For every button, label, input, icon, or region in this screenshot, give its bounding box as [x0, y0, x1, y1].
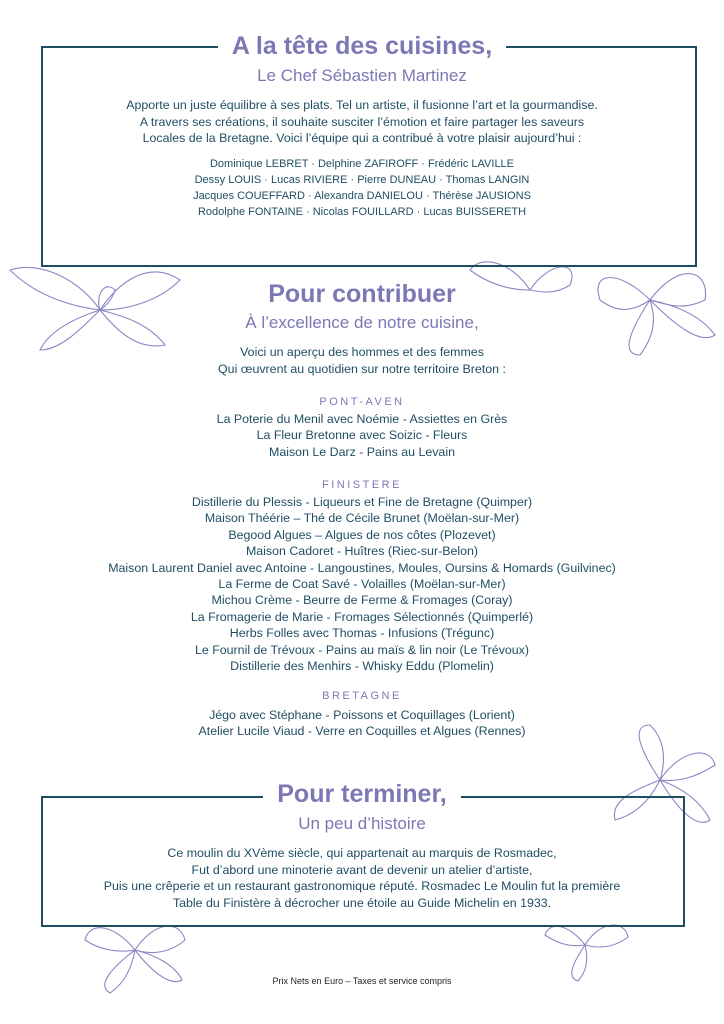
history-line: Fut d’abord une minoterie avant de devenir un atelier d’artiste, — [191, 862, 533, 877]
chef-intro — [0, 97, 724, 147]
pont-aven-list — [0, 411, 724, 460]
list-item: Atelier Lucile Viaud - Verre en Coquilles et Algues (Rennes) — [198, 724, 526, 739]
history-line: Table du Finistère à décrocher une étoile au Guide Michelin en 1933. — [172, 895, 552, 910]
list-item: Maison Cadoret - Huîtres (Riec-sur-Belon) — [245, 544, 479, 559]
intro-line: Voici un aperçu des hommes et des femmes — [240, 345, 484, 359]
section-heading-pont-aven: PONT-AVEN — [319, 396, 405, 408]
contribute-intro — [0, 344, 724, 377]
finistere-list — [0, 494, 724, 674]
history-text — [0, 845, 724, 911]
intro-line: Locales de la Bretagne. Voici l’équipe qui a contribué à votre plaisir aujourd’hui : — [142, 131, 582, 145]
chef-subtitle: Le Chef Sébastien Martinez — [257, 66, 467, 85]
chef-title-wrap — [0, 31, 724, 61]
team-line: Jacques COUEFFARD · Alexandra DANIELOU · Thérèse JAUSIONS — [193, 190, 531, 202]
list-item: La Fromagerie de Marie - Fromages Sélectionnés (Quimperlé) — [190, 609, 534, 624]
price-footer: Prix Nets en Euro – Taxes et service compris — [272, 976, 452, 986]
list-item: La Ferme de Coat Savé - Volailles (Moëlan-sur-Mer) — [218, 577, 506, 592]
bretagne-list — [0, 707, 724, 740]
history-title-wrap — [0, 779, 724, 809]
team-line: Rodolphe FONTAINE · Nicolas FOUILLARD · Lucas BUISSERETH — [197, 206, 527, 218]
chef-title: A la tête des cuisines, — [218, 31, 506, 61]
list-item: La Fleur Bretonne avec Soizic - Fleurs — [256, 428, 468, 443]
intro-line: Qui œuvrent au quotidien sur notre territoire Breton : — [218, 361, 506, 376]
list-item: Michou Crème - Beurre de Ferme & Fromages (Coray) — [211, 593, 513, 608]
list-item: Maison Le Darz - Pains au Levain — [269, 444, 455, 459]
intro-line: A travers ses créations, il souhaite susciter l’émotion et faire partager les saveurs — [139, 114, 585, 129]
list-item: Jégo avec Stéphane - Poissons et Coquillages (Lorient) — [209, 708, 515, 722]
list-item: Le Fournil de Trévoux - Pains au maïs & lin noir (Le Trévoux) — [194, 642, 529, 657]
section-heading-finistere: FINISTERE — [322, 479, 402, 491]
history-title: Pour terminer, — [263, 779, 461, 809]
list-item: La Poterie du Menil avec Noémie - Assiettes en Grès — [216, 412, 508, 426]
history-line: Puis une crêperie et un restaurant gastronomique réputé. Rosmadec Le Moulin fut la première — [103, 879, 621, 893]
team-line: Dominique LEBRET · Delphine ZAFIROFF · Frédéric LAVILLE — [209, 158, 515, 170]
section-heading-bretagne: BRETAGNE — [322, 690, 402, 702]
contribute-title-wrap — [0, 279, 724, 309]
list-item: Distillerie du Plessis - Liqueurs et Fine de Bretagne (Quimper) — [191, 495, 533, 509]
contribute-subtitle: À l’excellence de notre cuisine, — [245, 313, 479, 332]
team-line: Dessy LOUIS · Lucas RIVIERE · Pierre DUNEAU · Thomas LANGIN — [194, 174, 530, 186]
history-subtitle: Un peu d’histoire — [298, 814, 426, 833]
list-item: Maison Théérie – Thé de Cécile Brunet (Moëlan-sur-Mer) — [204, 511, 520, 526]
team-list — [0, 156, 724, 220]
list-item: Begood Algues – Algues de nos côtes (Plozevet) — [228, 527, 496, 542]
list-item: Herbs Folles avec Thomas - Infusions (Trégunc) — [229, 626, 495, 641]
intro-line: Apporte un juste équilibre à ses plats. Tel un artiste, il fusionne l’art et la gourmandise. — [126, 98, 598, 112]
contribute-title: Pour contribuer — [268, 280, 456, 308]
history-line: Ce moulin du XVème siècle, qui appartenait au marquis de Rosmadec, — [167, 846, 557, 860]
list-item: Maison Laurent Daniel avec Antoine - Langoustines, Moules, Oursins & Homards (Guilvinec) — [108, 560, 616, 575]
list-item: Distillerie des Menhirs - Whisky Eddu (Plomelin) — [230, 659, 494, 674]
